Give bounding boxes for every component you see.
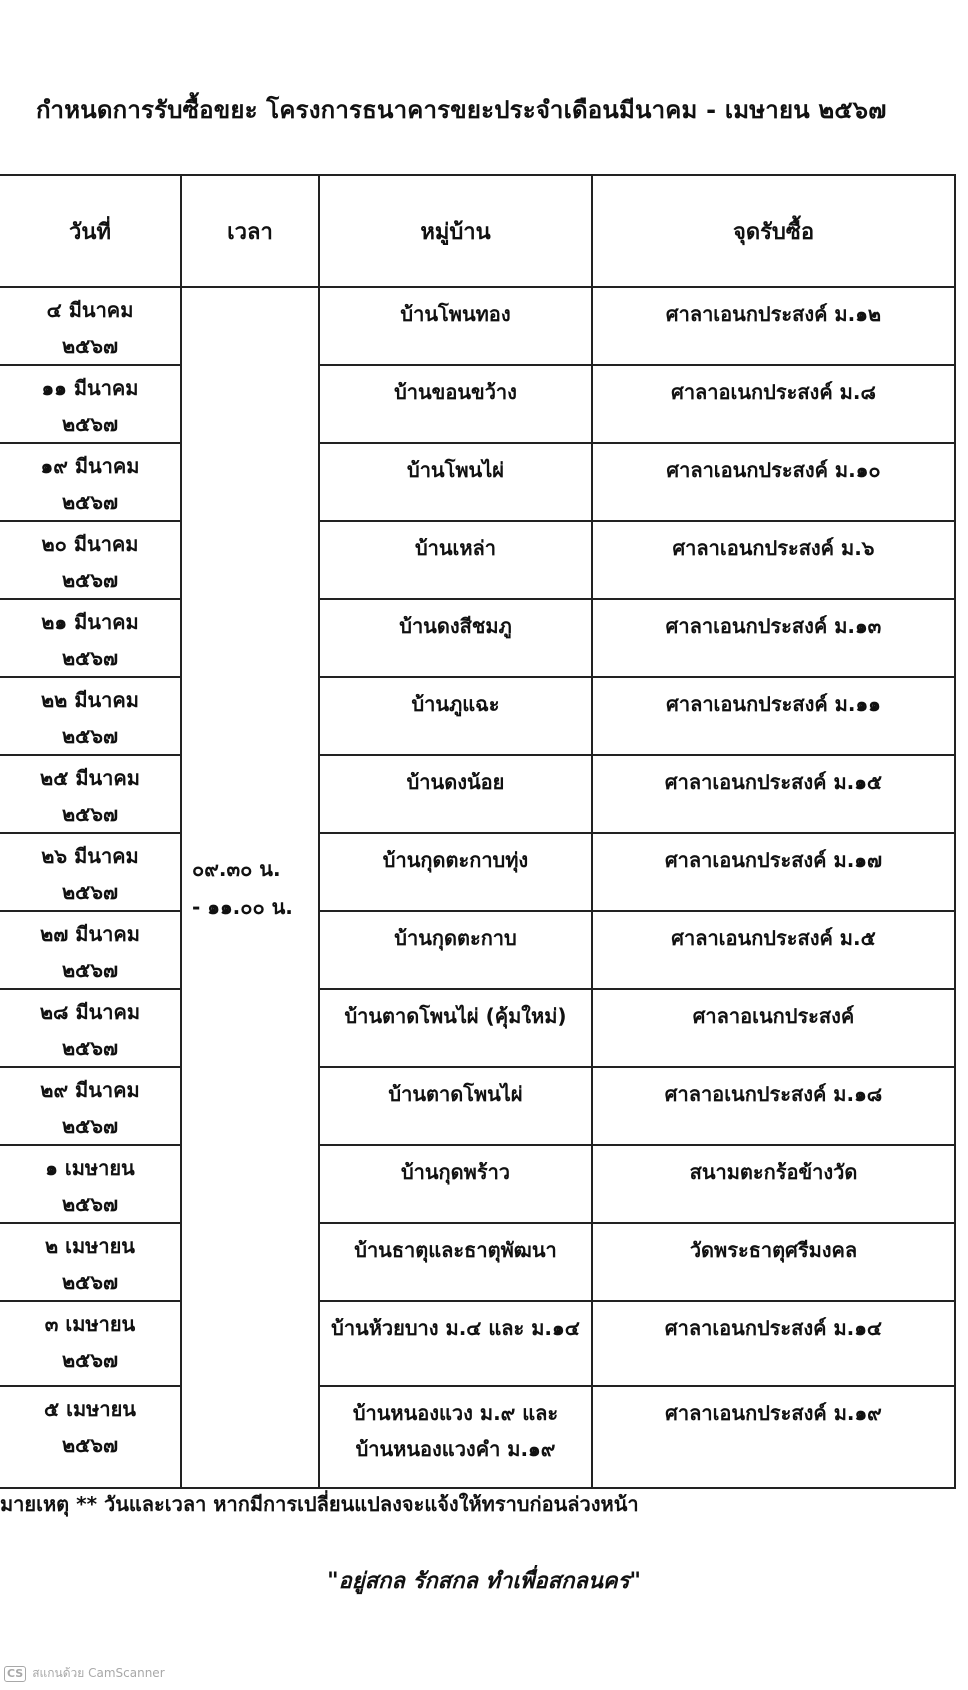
- date-day-month: ๒๐ มีนาคม: [41, 532, 139, 556]
- date-day-month: ๒๕ มีนาคม: [40, 766, 140, 790]
- cell-date: [0, 599, 181, 677]
- cell-pickup-point: ศาลาเอนกประสงค์ ม.๖: [592, 521, 955, 599]
- village-name: บ้านกุดตะกาบ: [394, 926, 517, 950]
- cell-date: [0, 1223, 181, 1301]
- cell-village: [319, 677, 592, 755]
- village-name: บ้านดงสีชมภู: [399, 614, 512, 638]
- date-year: ๒๕๖๗: [61, 1036, 119, 1060]
- cell-village: [319, 443, 592, 521]
- header-pickup-point: จุดรับซื้อ: [592, 175, 955, 287]
- date-year: ๒๕๖๗: [61, 958, 119, 982]
- table-row: [0, 1067, 955, 1145]
- remark-note: มายเหตุ ** วันและเวลา หากมีการเปลี่ยนแปลงจะแจ้งให้ทราบก่อนล่วงหน้า: [0, 1492, 639, 1516]
- date-year: ๒๕๖๗: [61, 724, 119, 748]
- village-name: บ้านโพนทอง: [400, 302, 511, 326]
- cell-village: [319, 833, 592, 911]
- date-year: ๒๕๖๗: [61, 1192, 119, 1216]
- cell-pickup-point: ศาลาเอนกประสงค์ ม.๑๑: [592, 677, 955, 755]
- date-day-month: ๒ เมษายน: [45, 1234, 135, 1258]
- date-day-month: ๔ มีนาคม: [46, 298, 134, 322]
- date-day-month: ๒๖ มีนาคม: [41, 844, 139, 868]
- cell-village: [319, 521, 592, 599]
- date-day-month: ๒๒ มีนาคม: [41, 688, 139, 712]
- cell-village: [319, 599, 592, 677]
- cell-pickup-point: ศาลาเอนกประสงค์ ม.๑๙: [592, 1386, 955, 1488]
- table-header-row: [0, 175, 955, 287]
- cell-date: [0, 755, 181, 833]
- village-name: บ้านตาดโพนไผ่: [388, 1082, 523, 1106]
- schedule-table: [0, 174, 956, 1489]
- cell-pickup-point: ศาลาอเนกประสงค์: [592, 989, 955, 1067]
- cell-pickup-point: ศาลาเอนกประสงค์ ม.๑๗: [592, 833, 955, 911]
- table-row: [0, 911, 955, 989]
- table-row: [0, 521, 955, 599]
- table-row: [0, 1223, 955, 1301]
- cell-village: [319, 1145, 592, 1223]
- motto: "อยู่สกล รักสกล ทำเพื่อสกลนคร": [327, 1569, 641, 1594]
- village-name: บ้านหนองแวงคำ ม.๑๙: [355, 1437, 556, 1461]
- cell-village: [319, 755, 592, 833]
- village-name: บ้านธาตุและธาตุพัฒนา: [354, 1238, 557, 1262]
- date-day-month: ๒๙ มีนาคม: [40, 1078, 140, 1102]
- cell-date: [0, 989, 181, 1067]
- schedule-body: [0, 287, 955, 1488]
- cell-pickup-point: ศาลาเอนกประสงค์ ม.๕: [592, 911, 955, 989]
- date-year: ๒๕๖๗: [61, 334, 119, 358]
- watermark-text: สแกนด้วย CamScanner: [32, 1666, 165, 1680]
- table-row: [0, 365, 955, 443]
- date-year: ๒๕๖๗: [61, 412, 119, 436]
- header-time: เวลา: [181, 175, 319, 287]
- village-name: บ้านเหล่า: [414, 536, 497, 560]
- cell-pickup-point: ศาลาอเนกประสงค์ ม.๘: [592, 365, 955, 443]
- date-day-month: ๒๗ มีนาคม: [40, 922, 140, 946]
- time-start: ๐๙.๓๐ น.: [192, 856, 281, 881]
- village-name: บ้านขอนขว้าง: [394, 380, 517, 404]
- cell-date: [0, 287, 181, 365]
- cell-pickup-point: ศาลาเอนกประสงค์ ม.๑๓: [592, 599, 955, 677]
- cell-date: [0, 1145, 181, 1223]
- cell-date: [0, 1067, 181, 1145]
- table-row: [0, 1301, 955, 1386]
- cell-village: [319, 1067, 592, 1145]
- table-row: [0, 287, 955, 365]
- village-name: บ้านห้วยบาง ม.๔ และ ม.๑๔: [331, 1316, 580, 1340]
- date-year: ๒๕๖๗: [61, 646, 119, 670]
- date-year: ๒๕๖๗: [61, 490, 119, 514]
- village-name: บ้านกุดพร้าว: [400, 1160, 511, 1184]
- date-day-month: ๑๙ มีนาคม: [40, 454, 140, 478]
- table-row: [0, 833, 955, 911]
- village-name: บ้านดงน้อย: [406, 770, 505, 794]
- cell-pickup-point: สนามตะกร้อข้างวัด: [592, 1145, 955, 1223]
- cell-date: [0, 677, 181, 755]
- document-title: กำหนดการรับซื้อขยะ โครงการธนาคารขยะประจำเดือนมีนาคม - เมษายน ๒๕๖๗: [36, 96, 887, 124]
- cell-village: [319, 1386, 592, 1488]
- date-day-month: ๒๑ มีนาคม: [41, 610, 139, 634]
- date-day-month: ๒๘ มีนาคม: [39, 1000, 141, 1024]
- cell-date: [0, 521, 181, 599]
- cell-time: [181, 287, 319, 1488]
- cell-date: [0, 1386, 181, 1488]
- date-year: ๒๕๖๗: [61, 880, 119, 904]
- date-day-month: ๑ เมษายน: [45, 1156, 135, 1180]
- cell-pickup-point: วัดพระธาตุศรีมงคล: [592, 1223, 955, 1301]
- village-name: บ้านโพนไผ่: [407, 458, 504, 482]
- cell-village: [319, 989, 592, 1067]
- date-year: ๒๕๖๗: [61, 802, 119, 826]
- date-year: ๒๕๖๗: [61, 1114, 119, 1138]
- cell-village: [319, 1301, 592, 1386]
- cell-village: [319, 911, 592, 989]
- date-year: ๒๕๖๗: [61, 1433, 119, 1457]
- village-name: บ้านกุดตะกาบทุ่ง: [382, 848, 529, 872]
- table-row: [0, 677, 955, 755]
- scanner-watermark: [4, 1664, 165, 1683]
- cell-pickup-point: ศาลาอเนกประสงค์ ม.๑๘: [592, 1067, 955, 1145]
- date-day-month: ๓ เมษายน: [44, 1312, 136, 1336]
- header-village: หมู่บ้าน: [319, 175, 592, 287]
- header-date: วันที่: [0, 175, 181, 287]
- table-row: [0, 1386, 955, 1488]
- cell-village: [319, 365, 592, 443]
- cell-village: [319, 1223, 592, 1301]
- cell-date: [0, 1301, 181, 1386]
- table-row: [0, 1145, 955, 1223]
- date-day-month: ๑๑ มีนาคม: [41, 376, 139, 400]
- date-year: ๒๕๖๗: [61, 1270, 119, 1294]
- cell-pickup-point: ศาลาเอนกประสงค์ ม.๑๐: [592, 443, 955, 521]
- cell-date: [0, 833, 181, 911]
- cell-date: [0, 365, 181, 443]
- table-row: [0, 755, 955, 833]
- table-row: [0, 599, 955, 677]
- village-name: บ้านตาดโพนไผ่ (คุ้มใหม่): [344, 1004, 567, 1028]
- table-row: [0, 989, 955, 1067]
- cell-pickup-point: ศาลาเอนกประสงค์ ม.๑๕: [592, 755, 955, 833]
- date-year: ๒๕๖๗: [61, 568, 119, 592]
- village-name: บ้านภูแฉะ: [411, 692, 500, 716]
- cell-pickup-point: ศาลาเอนกประสงค์ ม.๑๒: [592, 287, 955, 365]
- time-end: - ๑๑.๐๐ น.: [192, 894, 293, 919]
- camscanner-logo: CS: [4, 1666, 26, 1682]
- date-year: ๒๕๖๗: [61, 1348, 119, 1372]
- cell-date: [0, 443, 181, 521]
- cell-village: [319, 287, 592, 365]
- table-row: [0, 443, 955, 521]
- village-name: บ้านหนองแวง ม.๙ และ: [352, 1401, 559, 1425]
- cell-date: [0, 911, 181, 989]
- cell-pickup-point: ศาลาเอนกประสงค์ ม.๑๔: [592, 1301, 955, 1386]
- date-day-month: ๕ เมษายน: [44, 1397, 136, 1421]
